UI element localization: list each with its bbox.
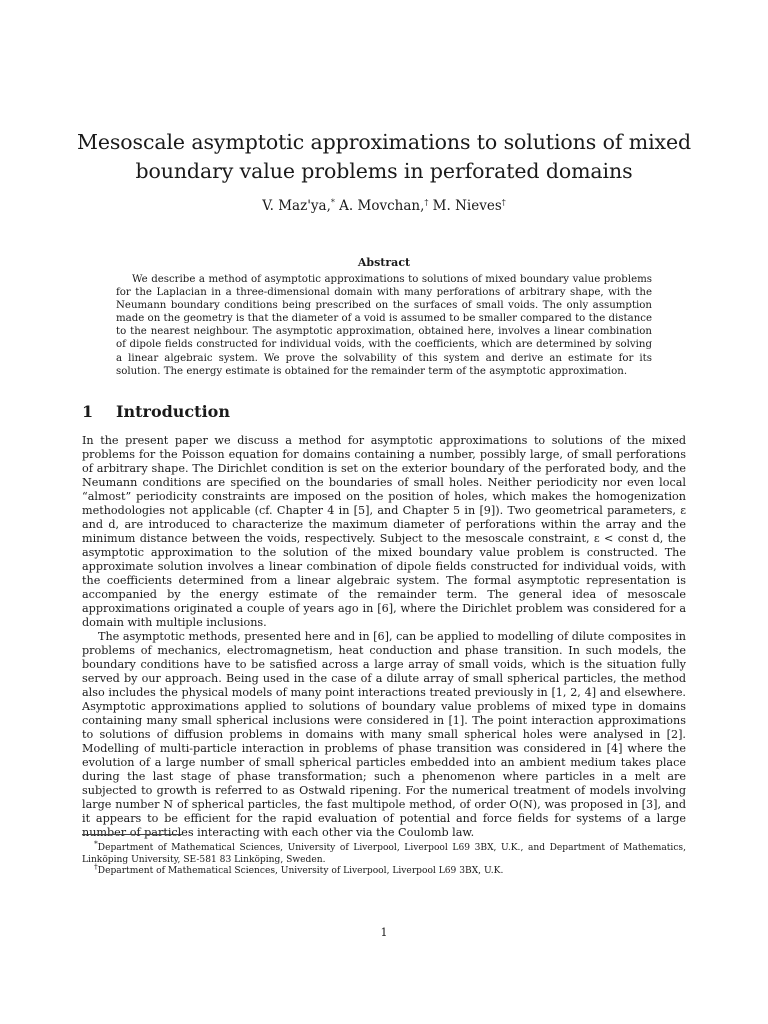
author-footnote-mark: †	[501, 198, 506, 207]
author-name: A. Movchan,	[339, 198, 425, 214]
author-footnote-mark: *	[330, 198, 335, 207]
paragraph: The asymptotic methods, presented here and in [6], can be applied to modelling of dilute composites in problems of mechanics, electromagnetism, heat conduction and phase transition. In such models, the boundary conditions have to be satisfied across a large array of small voids, which is the situation fully served by our approach. Being used in the case of a dilute array of small spherical particles, the method also includes the physical models of many point interactions treated previously in [1, 2, 4] and elsewhere. Asymptotic approximations applied to solutions of boundary value problems of mixed type in domains containing many small spherical inclusions were considered in [1]. The point interaction approximations to solutions of diffusion problems in domains with many small spherical holes were analysed in [2]. Modelling of multi-particle interaction in problems of phase transition was considered in [4] where the evolution of a large number of small spherical particles embedded into an ambient medium takes place during the last stage of phase transformation; such a phenomenon where particles in a melt are subjected to growth is referred to as Ostwald ripening. For the numerical treatment of models involving large number N of spherical particles, the fast multipole method, of order O(N), was proposed in [3], and it appears to be efficient for the rapid evaluation of potential and force fields for systems of a large number of particles interacting with each other via the Coulomb law.	[82, 630, 686, 839]
author-list	[60, 198, 708, 214]
author-name: V. Maz'ya,	[262, 198, 331, 214]
section-title: Introduction	[116, 402, 230, 421]
abstract-heading: Abstract	[357, 256, 411, 269]
paper-title: Mesoscale asymptotic approximations to solutions of mixed boundary value problems in perforated domains	[76, 130, 692, 183]
author-name: M. Nieves	[432, 198, 502, 214]
page-number: 1	[380, 926, 388, 939]
section-heading	[82, 402, 230, 421]
body-text	[82, 434, 686, 840]
footnote-rule	[82, 834, 182, 835]
footnote-mark: †	[94, 862, 98, 871]
footnote	[82, 861, 686, 878]
paragraph: In the present paper we discuss a method for asymptotic approximations to solutions of the mixed problems for the Poisson equation for domains containing a number, possibly large, of small perforations of arbitrary shape. The Dirichlet condition is set on the exterior boundary of the perforated body, and the Neumann conditions are specified on the boundaries of small holes. Neither periodicity nor even local “almost” periodicity constraints are imposed on the position of holes, which makes the homogenization methodologies not applicable (cf. Chapter 4 in [5], and Chapter 5 in [9]). Two geometrical parameters, ε and d, are introduced to characterize the maximum diameter of perforations within the array and the minimum distance between the voids, respectively. Subject to the mesoscale constraint, ε < const d, the asymptotic approximation to the solution of the mixed boundary value problem is constructed. The approximate solution involves a linear combination of dipole fields constructed for individual voids, with the coefficients determined from a linear algebraic system. The formal asymptotic representation is accompanied by the energy estimate of the remainder term. The general idea of mesoscale approximations originated a couple of years ago in [6], where the Dirichlet problem was considered for a domain with multiple inclusions.	[82, 434, 686, 629]
abstract-text: We describe a method of asymptotic approximations to solutions of mixed boundary value problems for the Laplacian in a three-dimensional domain with many perforations of arbitrary shape, with the Neumann boundary conditions being prescribed on the surfaces of small voids. The only assumption made on the geometry is that the diameter of a void is assumed to be smaller compared to the distance to the nearest neighbour. The asymptotic approximation, obtained here, involves a linear combination of dipole fields constructed for individual voids, with the coefficients, which are determined by solving a linear algebraic system. We prove the solvability of this system and derive an estimate for its solution. The energy estimate is obtained for the remainder term of the asymptotic approximation.	[116, 274, 652, 377]
author-footnote-mark: †	[424, 198, 429, 207]
footnote-text: Department of Mathematical Sciences, University of Liverpool, Liverpool L69 3BX, U.K.	[97, 866, 504, 877]
footnote-mark: *	[94, 839, 98, 848]
section-number: 1	[82, 402, 94, 421]
footnote-text: Department of Mathematical Sciences, University of Liverpool, Liverpool L69 3BX, U.K., and Department of Mathematics, Linköping University, SE-581 83 Linköping, Sweden.	[82, 843, 686, 865]
